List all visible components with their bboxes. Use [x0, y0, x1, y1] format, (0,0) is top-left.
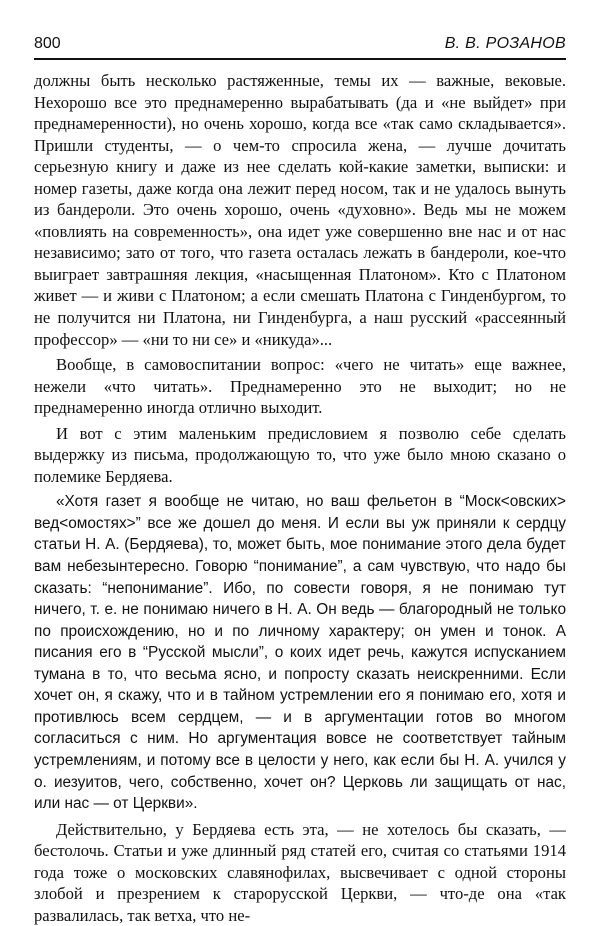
paragraph: И вот с этим маленьким предисловием я позволю себе сделать выдержку из письма, продолжающую то, что уже было мною сказано о полемике Бердяева. [34, 423, 566, 486]
letter-quote: «Хотя газет я вообще не читаю, но ваш фельетон в “Моск<овских> вед<омостях>” все же дошел до меня. И если вы уж приняли к сердцу статьи Н. А. (Бердяева), то, может быть, мое понимание этого дела будет вам небезынтересно. Говорю “понимание”, а сам чувствую, что надо бы сказать: “непонимание”. Ибо, по совести говоря, я не понимаю тут ничего, т. е. не понимаю ничего в Н. А. Он ведь — благородный не только по происхождению, но и по личному характеру; он умен и тонок. А писания его в “Русской мысли”, о коих идет речь, кажутся испусканием тумана в то, что весьма ясно, и попросту сказать неискренними. Если хочет он, я скажу, что и в тайном устремлении его я понимаю его, хотя и противлюсь всем сердцем, — и в аргументации готов во многом согласиться с ним. Но аргументация вовсе не соответствует тайным устремлениям, и потому все в целости у него, как если бы Н. А. учился у о. иезуитов, чего, собственно, хочет он? Церковь ли защищать от нас, или нас — от Церкви». [34, 493, 566, 813]
page-header [34, 34, 566, 60]
running-head: В. В. РОЗАНОВ [444, 35, 566, 52]
paragraph-continuation: должны быть несколько растяженные, темы их — важные, вековые. Нехорошо все это преднамеренно вырабатывать (да и «не выйдет» при преднамеренности), но очень хорошо, когда все «так само складывается». Пришли студенты, — о чем-то спросила жена, — лучше дочитать серьезную книгу и даже из нее сделать кой-какие заметки, выписки: и номер газеты, даже когда она лежит перед носом, так и не удалось вынуть из бандероли. Это очень хорошо, очень «духовно». Ведь мы не можем «повлиять на современность», она идет уже совершенно вне нас и от нас независимо; зато от того, что газета осталась лежать в бандероли, кое-что выиграет завтрашняя лекция, «насыщенная Платоном». Кто с Платоном живет — и живи с Платоном; а если смешать Платона с Гинденбургом, то не получится ни Платона, ни Гинденбурга, а наш русский «рассеянный профессор» — «ни то ни се» и «никуда»... [34, 71, 566, 349]
paragraph: Действительно, у Бердяева есть эта, — не хотелось бы сказать, — бестолочь. Статьи и уже длинный ряд статей его, считая со статьями 1914 года тоже о московских славянофилах, высвечивает с одной стороны злобой и презрением к старорусской Церкви, — что-де она «так развалилась, так ветха, что не- [34, 819, 566, 925]
body-text [34, 70, 566, 926]
paragraph: Вообще, в самовоспитании вопрос: «чего не читать» еще важнее, нежели «что читать». Преднамеренно это не выходит; но не преднамеренно иногда отлично выходит. [34, 355, 566, 418]
book-page [34, 34, 566, 926]
page-number: 800 [34, 35, 61, 52]
